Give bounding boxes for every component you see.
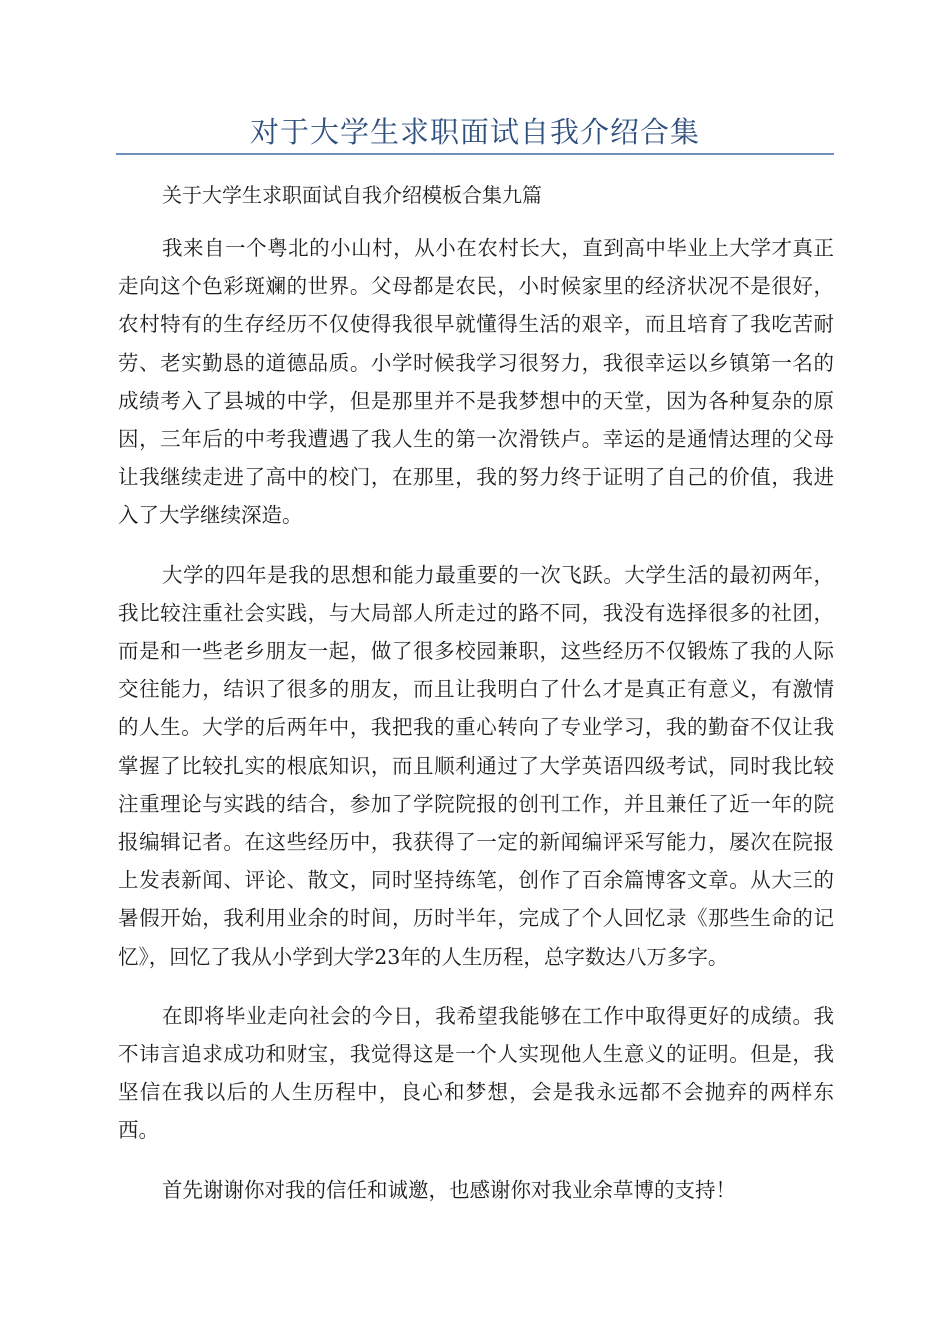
paragraph-aspiration: 在即将毕业走向社会的今日，我希望我能够在工作中取得更好的成绩。我不讳言追求成功和财宝，我觉得这是一个人实现他人生意义的证明。但是，我坚信在我以后的人生历程中，良心和梦想，会是我永远都不会抛弃的两样东西。 (118, 1003, 834, 1143)
title-underline (116, 153, 834, 155)
paragraph-background: 我来自一个粤北的小山村，从小在农村长大，直到高中毕业上大学才真正走向这个色彩斑斓的世界。父母都是农民，小时候家里的经济状况不是很好，农村特有的生存经历不仅使得我很早就懂得生活的艰辛，而且培育了我吃苦耐劳、老实勤恳的道德品质。小学时候我学习很努力，我很幸运以乡镇第一名的成绩考入了县城的中学，但是那里并不是我梦想中的天堂，因为各种复杂的原因，三年后的中考我遭遇了我人生的第一次滑铁卢。幸运的是通情达理的父母让我继续走进了高中的校门，在那里，我的努力终于证明了自己的价值，我进入了大学继续深造。 (118, 236, 834, 528)
document-body (118, 176, 834, 1209)
document-title: 对于大学生求职面试自我介绍合集 (249, 115, 700, 149)
document-subtitle: 关于大学生求职面试自我介绍模板合集九篇 (162, 183, 542, 207)
paragraph-university: 大学的四年是我的思想和能力最重要的一次飞跃。大学生活的最初两年，我比较注重社会实践，与大局部人所走过的路不同，我没有选择很多的社团，而是和一些老乡朋友一起，做了很多校园兼职，这些经历不仅锻炼了我的人际交往能力，结识了很多的朋友，而且让我明白了什么才是真正有意义，有激情的人生。大学的后两年中，我把我的重心转向了专业学习，我的勤奋不仅让我掌握了比较扎实的根底知识，而且顺利通过了大学英语四级考试，同时我比较注重理论与实践的结合，参加了学院院报的创刊工作，并且兼任了近一年的院报编辑记者。在这些经历中，我获得了一定的新闻编评采写能力，屡次在院报上发表新闻、评论、散文，同时坚持练笔，创作了百余篇博客文章。从大三的暑假开始，我利用业余的时间，历时半年，完成了个人回忆录《那些生命的记忆》，回忆了我从小学到大学23年的人生历程，总字数达八万多字。 (118, 562, 834, 969)
paragraph-thanks: 首先谢谢你对我的信任和诚邀，也感谢你对我业余草博的支持！ (162, 1177, 736, 1202)
